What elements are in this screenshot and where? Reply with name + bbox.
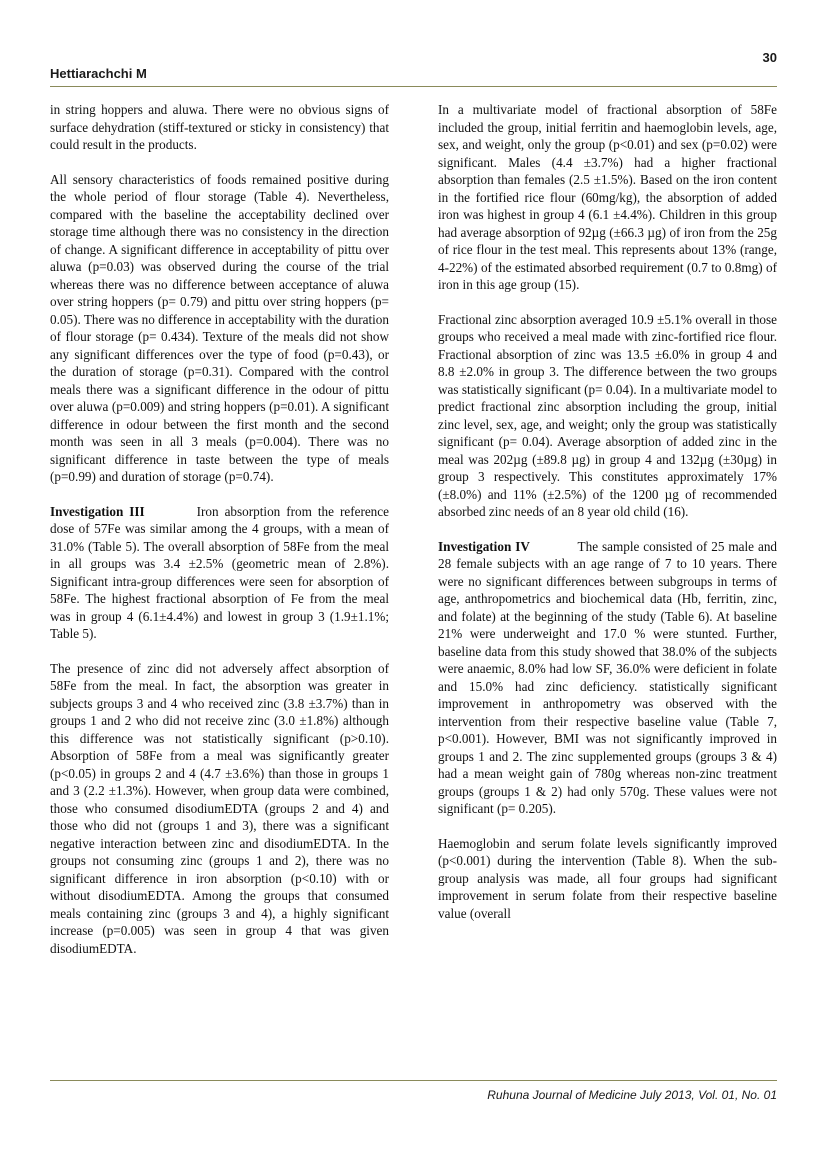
paragraph: Haemoglobin and serum folate levels significantly improved (p<0.001) during the intervention (Table 8). When the sub-group analysis was made, all four groups had significant improvement in serum folate from their respective baseline value (overall	[438, 835, 777, 921]
paragraph: In a multivariate model of fractional absorption of 58Fe included the group, initial ferritin and haemoglobin levels, age, sex, and weight, only the group (p<0.01) and sex (p=0.02) were significant. Males (4.4 ±3.7%) had a higher fractional absorption than females (2.5 ±1.5%). Based on the iron content in the fortified rice flour (60mg/kg), the absorption of added iron was highest in group 4 (6.1 ±4.4%). Children in this group had average absorption of 92µg (±66.3 µg) of iron from the 25g of rice flour in the test meal. This represents about 13% (range, 4-22%) of the estimated absorbed requirement (0.7 to 0.8mg) of iron in this age group (15).	[438, 102, 777, 292]
journal-footer: Ruhuna Journal of Medicine July 2013, Vol. 01, No. 01	[487, 1088, 777, 1102]
paragraph: All sensory characteristics of foods remained positive during the whole period of flour storage (Table 4). Nevertheless, compared with the baseline the acceptability declined over storage time although there was no consistency in the direction of change. A significant difference in acceptability of pittu over aluwa (p=0.03) was observed during the course of the trial whereas there was no difference between acceptance of aluwa over string hoppers (p= 0.79) and pittu over string hoppers (p= 0.05). There was no difference in acceptability with the duration of flour storage (p= 0.434). Texture of the meals did not show any significant differences over the type of food (p=0.43), or the duration of storage (p=0.31). Compared with the control meals there was a significant difference in the odour of pittu over aluwa (p=0.009) and string hoppers (p=0.01). A significant difference in odour between the first month and the second month was seen in all 3 meals (p=0.004). There was no significant difference in taste between the type of meals (p=0.99) and duration of storage (p=0.74).	[50, 171, 389, 484]
paragraph: Fractional zinc absorption averaged 10.9 ±5.1% overall in those groups who received a meal made with zinc-fortified rice flour. Fractional absorption of zinc was 13.5 ±6.0% in group 4 and 8.8 ±2.0% in group 3. The difference between the two groups was statistically significant (p= 0.04). In a multivariate model to predict fractional zinc absorption including the group, initial zinc level, sex, age, and weight; only the group was statistically significant (p= 0.04). Average absorption of added zinc in the meal was 202µg (±89.8 µg) in group 4 and 132µg (±30µg) in group 3 respectively. This constitutes approximately 17% (±8.0%) and 11% (±2.5%) of the 1200 µg of recommended absorbed zinc needs of an 8 year old child (16).	[438, 311, 777, 519]
running-header-author: Hettiarachchi M	[50, 66, 147, 81]
paragraph-investigation-iii	[50, 503, 389, 643]
page-number: 30	[762, 50, 777, 65]
left-column	[50, 101, 389, 957]
header-rule	[50, 86, 777, 87]
section-heading: Investigation III	[50, 503, 145, 519]
footer-rule	[50, 1080, 777, 1081]
right-column	[438, 101, 777, 922]
paragraph-text: Iron absorption from the reference dose of 57Fe was similar among the 4 groups, with a mean of 31.0% (Table 5). The overall absorption of 58Fe from the meal in all groups was 3.4 ±2.5% (geometric mean of 2.8%). Significant intra-group differences were seen for absorption of 58Fe. The highest fractional absorption of Fe from the meal was in group 4 (6.1±4.4%) and lowest in group 3 (1.9±1.1%; Table 5).	[50, 503, 389, 641]
paragraph-text: The sample consisted of 25 male and 28 female subjects with an age range of 7 to 10 years. There were no significant differences between subgroups in terms of age, anthropometrics and biochemical data (Hb, ferritin, zinc, and folate) at the beginning of the study (Table 6). At baseline 21% were underweight and 17.0 % were stunted. Further, baseline data from this study showed that 38.0% of the subjects were anaemic, 8.0% had low SF, 36.0% were deficient in folate and 15.0% had zinc deficiency. statistically significant improvement in anthropometry was observed with the intervention from their respective baseline value (Table 7, p<0.001). However, BMI was not significantly improved in groups 1 and 2. The zinc supplemented groups (groups 3 & 4) had a mean weight gain of 780g whereas non-zinc treatment groups (groups 1 & 2) had only 570g. These values were not significant (p= 0.205).	[438, 538, 778, 816]
paragraph: The presence of zinc did not adversely affect absorption of 58Fe from the meal. In fact, the absorption was greater in subjects groups 3 and 4 who received zinc (3.8 ±3.7%) than in groups 1 and 2 who did not receive zinc (3.0 ±1.8%) although this difference was not statistically significant (p>0.10). Absorption of 58Fe from a meal was significantly greater (p<0.05) in groups 2 and 4 (4.7 ±3.6%) than those in groups 1 and 3 (2.2 ±1.3%). However, when group data were combined, those who consumed disodiumEDTA (groups 2 and 4) and those who did not (groups 1 and 3), there was a significant negative interaction between zinc and disodiumEDTA. In the groups not consuming zinc (groups 1 and 2), there was no significant difference in iron absorption (p<0.10) with or without disodiumEDTA. Among the groups that consumed meals containing zinc (groups 3 and 4), a highly significant increase (p=0.005) was seen in group 4 that was given disodiumEDTA.	[50, 660, 389, 956]
section-heading: Investigation IV	[438, 538, 530, 554]
paragraph: in string hoppers and aluwa. There were no obvious signs of surface dehydration (stiff-textured or sticky in consistency) that could result in the products.	[50, 102, 389, 152]
paragraph-investigation-iv	[438, 538, 777, 818]
